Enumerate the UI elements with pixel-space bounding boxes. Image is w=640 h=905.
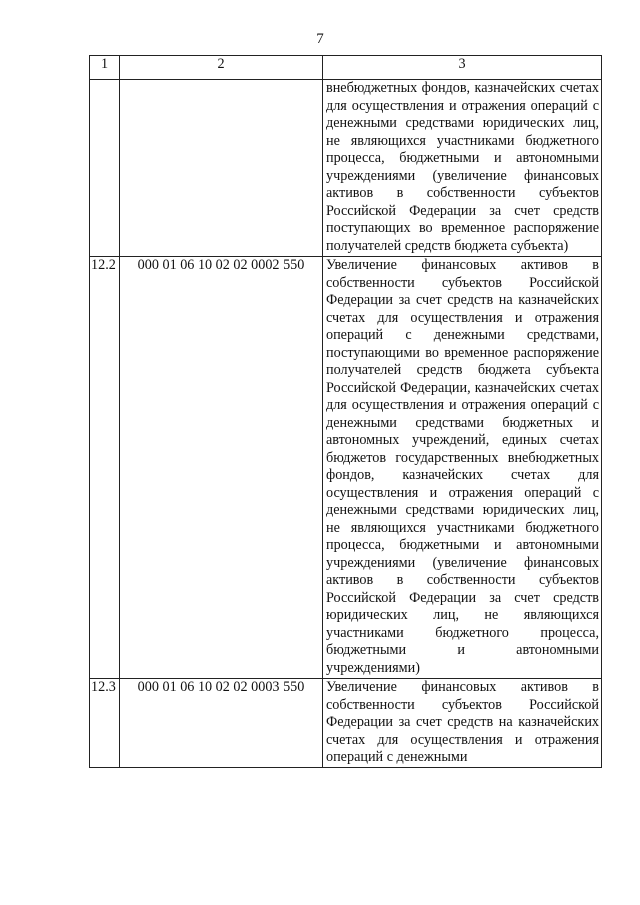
row-number: 12.3 <box>90 679 120 768</box>
row-number <box>90 80 120 257</box>
row-description-text: Увеличение финансовых активов в собственности субъектов Российской Федерации за счет средств на казначейских счетах для осуществления и отражения операций с денежными <box>326 679 599 765</box>
table-row <box>90 679 602 768</box>
page-number: 7 <box>316 31 324 47</box>
header-cell-3: 3 <box>323 56 602 80</box>
row-description: Увеличение финансовых активов в собственности субъектов Российской Федерации за счет средств на казначейских счетах для осуществления и отражения операций с денежными средствами, поступающими во временное распоряжение получателей средств бюджета субъекта Российской Федерации, казначейских счетах для осуществления и отражения операций с денежными средствами бюджетных и автономных учреждений, единых счетах бюджетов государственных внебюджетных фондов, казначейских счетах для осуществления и отражения операций с денежными средствами юридических лиц, не являющихся участниками бюджетного процесса, бюджетными и автономными учреждениями (увеличение финансовых активов в собственности субъектов Российской Федерации за счет средств юридических лиц, не являющихся участниками бюджетного процесса, бюджетными и автономными учреждениями) <box>323 257 602 679</box>
header-cell-1: 1 <box>90 56 120 80</box>
row-code <box>120 80 323 257</box>
row-number: 12.2 <box>90 257 120 679</box>
table-row <box>90 80 602 257</box>
table-header-row <box>90 56 602 80</box>
row-description: внебюджетных фондов, казначейских счетах для осуществления и отражения операций с денежными средствами юридических лиц, не являющихся участниками бюджетного процесса, бюджетными и автономными учреждениями (увеличение финансовых активов в собственности субъектов Российской Федерации за счет средств поступающих во временное распоряжение получателей средств бюджета субъекта) <box>323 80 602 257</box>
row-code: 000 01 06 10 02 02 0002 550 <box>120 257 323 679</box>
header-cell-2: 2 <box>120 56 323 80</box>
budget-classification-table <box>89 55 602 768</box>
row-code: 000 01 06 10 02 02 0003 550 <box>120 679 323 768</box>
row-description <box>323 679 602 768</box>
table-row <box>90 257 602 679</box>
